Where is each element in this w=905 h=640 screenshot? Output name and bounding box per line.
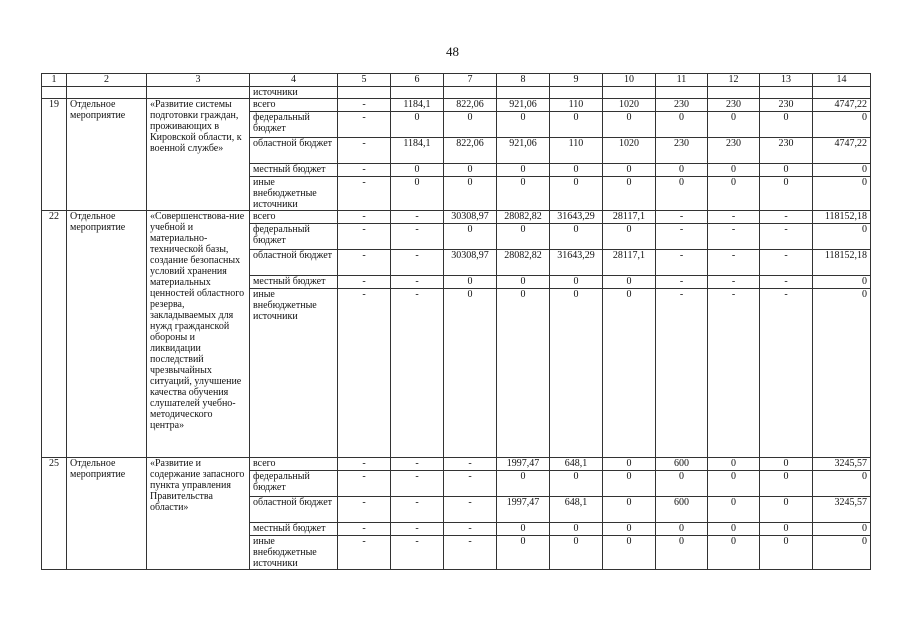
value-cell: 600 <box>656 497 708 523</box>
value-cell: 0 <box>813 471 871 497</box>
value-cell: 0 <box>603 276 656 289</box>
value-cell: 0 <box>444 164 497 177</box>
value-cell: - <box>760 289 813 458</box>
value-cell: 0 <box>813 289 871 458</box>
column-header: 9 <box>550 74 603 87</box>
item-number: 25 <box>42 458 67 570</box>
value-cell: - <box>338 289 391 458</box>
source-cell: всего <box>250 458 338 471</box>
value-cell: 0 <box>497 177 550 211</box>
value-cell: 4747,22 <box>813 99 871 112</box>
value-cell: - <box>656 250 708 276</box>
value-cell: - <box>708 211 760 224</box>
value-cell: 0 <box>813 112 871 138</box>
item-number: 22 <box>42 211 67 458</box>
source-cell: областной бюджет <box>250 497 338 523</box>
column-header: 5 <box>338 74 391 87</box>
value-cell: 921,06 <box>497 99 550 112</box>
value-cell: 0 <box>656 164 708 177</box>
value-cell: 28117,1 <box>603 211 656 224</box>
value-cell: 0 <box>391 164 444 177</box>
empty-cell <box>708 87 760 99</box>
value-cell: 0 <box>444 289 497 458</box>
value-cell: 0 <box>760 471 813 497</box>
value-cell: 0 <box>550 164 603 177</box>
value-cell: 0 <box>813 536 871 570</box>
value-cell: 230 <box>708 138 760 164</box>
value-cell: 0 <box>656 112 708 138</box>
value-cell: 0 <box>708 497 760 523</box>
source-cell: всего <box>250 211 338 224</box>
value-cell: 1184,1 <box>391 138 444 164</box>
value-cell: 822,06 <box>444 99 497 112</box>
empty-cell <box>42 87 67 99</box>
value-cell: 0 <box>708 536 760 570</box>
value-cell: - <box>444 497 497 523</box>
value-cell: 600 <box>656 458 708 471</box>
value-cell: 0 <box>760 177 813 211</box>
value-cell: 0 <box>760 112 813 138</box>
value-cell: 0 <box>760 164 813 177</box>
value-cell: 230 <box>708 99 760 112</box>
value-cell: - <box>391 458 444 471</box>
empty-cell <box>391 87 444 99</box>
value-cell: 0 <box>444 112 497 138</box>
value-cell: - <box>338 112 391 138</box>
column-header: 7 <box>444 74 497 87</box>
value-cell: 0 <box>550 536 603 570</box>
source-cell: местный бюджет <box>250 164 338 177</box>
value-cell: 0 <box>550 224 603 250</box>
value-cell: 0 <box>760 497 813 523</box>
value-cell: 0 <box>603 523 656 536</box>
column-header: 12 <box>708 74 760 87</box>
value-cell: - <box>760 276 813 289</box>
item-type: Отдельное мероприятие <box>67 458 147 570</box>
value-cell: - <box>444 458 497 471</box>
empty-cell <box>67 87 147 99</box>
value-cell: - <box>391 250 444 276</box>
continuation-row <box>42 87 871 99</box>
item-type: Отдельное мероприятие <box>67 99 147 211</box>
value-cell: 822,06 <box>444 138 497 164</box>
value-cell: 230 <box>760 138 813 164</box>
value-cell: 0 <box>708 164 760 177</box>
empty-cell <box>497 87 550 99</box>
value-cell: 28117,1 <box>603 250 656 276</box>
value-cell: 1997,47 <box>497 497 550 523</box>
source-cell: иные внебюджетные источники <box>250 289 338 458</box>
header-row <box>42 74 871 87</box>
value-cell: 0 <box>497 224 550 250</box>
value-cell: - <box>338 177 391 211</box>
value-cell: 28082,82 <box>497 250 550 276</box>
value-cell: 28082,82 <box>497 211 550 224</box>
table-row <box>42 458 871 471</box>
value-cell: - <box>656 276 708 289</box>
value-cell: 0 <box>550 276 603 289</box>
value-cell: 0 <box>497 523 550 536</box>
value-cell: 921,06 <box>497 138 550 164</box>
item-number: 19 <box>42 99 67 211</box>
item-name: «Развитие и содержание запасного пункта управления Правительства области» <box>147 458 250 570</box>
value-cell: 0 <box>813 224 871 250</box>
value-cell: 3245,57 <box>813 497 871 523</box>
source-cell: местный бюджет <box>250 523 338 536</box>
column-header: 6 <box>391 74 444 87</box>
source-cell: федеральный бюджет <box>250 112 338 138</box>
value-cell: 0 <box>603 471 656 497</box>
value-cell: 0 <box>656 177 708 211</box>
value-cell: 0 <box>760 536 813 570</box>
item-name: «Совершенствова-ние учебной и материально-технической базы, создание безопасных условий хранения материальных ценностей областного резерва, закладываемых для нужд гражданской обороны и ликвидации последствий чрезвычайных ситуаций, улучшение качества обучения слушателей учебно-методического центра» <box>147 211 250 458</box>
value-cell: - <box>444 523 497 536</box>
value-cell: - <box>338 471 391 497</box>
value-cell: - <box>338 276 391 289</box>
value-cell: 0 <box>603 497 656 523</box>
value-cell: 0 <box>656 523 708 536</box>
value-cell: - <box>338 224 391 250</box>
value-cell: 0 <box>813 276 871 289</box>
value-cell: 1997,47 <box>497 458 550 471</box>
value-cell: 4747,22 <box>813 138 871 164</box>
value-cell: 1020 <box>603 138 656 164</box>
value-cell: - <box>391 211 444 224</box>
empty-cell <box>338 87 391 99</box>
column-header: 1 <box>42 74 67 87</box>
source-cell: федеральный бюджет <box>250 224 338 250</box>
value-cell: 0 <box>813 523 871 536</box>
value-cell: - <box>391 497 444 523</box>
table-body <box>42 74 871 570</box>
value-cell: - <box>444 471 497 497</box>
value-cell: 0 <box>603 112 656 138</box>
value-cell: 0 <box>656 471 708 497</box>
value-cell: 0 <box>603 458 656 471</box>
empty-cell <box>656 87 708 99</box>
value-cell: - <box>656 211 708 224</box>
value-cell: - <box>338 523 391 536</box>
value-cell: - <box>338 164 391 177</box>
empty-cell <box>760 87 813 99</box>
value-cell: 0 <box>603 536 656 570</box>
value-cell: - <box>338 536 391 570</box>
value-cell: - <box>760 250 813 276</box>
source-cell: источники <box>250 87 338 99</box>
source-cell: всего <box>250 99 338 112</box>
budget-table <box>41 73 871 570</box>
value-cell: 0 <box>497 536 550 570</box>
value-cell: 30308,97 <box>444 250 497 276</box>
value-cell: 0 <box>444 224 497 250</box>
value-cell: 1020 <box>603 99 656 112</box>
value-cell: - <box>338 211 391 224</box>
source-cell: иные внебюджетные источники <box>250 177 338 211</box>
item-type: Отдельное мероприятие <box>67 211 147 458</box>
value-cell: 110 <box>550 138 603 164</box>
value-cell: 0 <box>497 289 550 458</box>
column-header: 3 <box>147 74 250 87</box>
empty-cell <box>603 87 656 99</box>
value-cell: 0 <box>708 471 760 497</box>
value-cell: 30308,97 <box>444 211 497 224</box>
column-header: 14 <box>813 74 871 87</box>
value-cell: - <box>391 536 444 570</box>
empty-cell <box>550 87 603 99</box>
value-cell: - <box>338 138 391 164</box>
value-cell: 0 <box>497 112 550 138</box>
value-cell: - <box>708 250 760 276</box>
value-cell: - <box>391 224 444 250</box>
value-cell: 1184,1 <box>391 99 444 112</box>
value-cell: 31643,29 <box>550 211 603 224</box>
value-cell: 0 <box>708 177 760 211</box>
page-number: 48 <box>446 44 459 59</box>
value-cell: 110 <box>550 99 603 112</box>
value-cell: - <box>391 471 444 497</box>
value-cell: 0 <box>550 177 603 211</box>
empty-cell <box>147 87 250 99</box>
table-row <box>42 99 871 112</box>
value-cell: 0 <box>603 164 656 177</box>
empty-cell <box>813 87 871 99</box>
value-cell: 0 <box>444 276 497 289</box>
value-cell: 0 <box>603 289 656 458</box>
value-cell: 0 <box>603 177 656 211</box>
value-cell: 230 <box>656 99 708 112</box>
value-cell: 0 <box>444 177 497 211</box>
value-cell: 31643,29 <box>550 250 603 276</box>
value-cell: - <box>708 289 760 458</box>
value-cell: 0 <box>708 458 760 471</box>
source-cell: областной бюджет <box>250 250 338 276</box>
value-cell: 0 <box>497 471 550 497</box>
value-cell: 0 <box>813 177 871 211</box>
value-cell: 0 <box>760 523 813 536</box>
value-cell: 0 <box>550 289 603 458</box>
source-cell: областной бюджет <box>250 138 338 164</box>
column-header: 13 <box>760 74 813 87</box>
column-header: 8 <box>497 74 550 87</box>
value-cell: - <box>338 250 391 276</box>
value-cell: - <box>656 289 708 458</box>
value-cell: 3245,57 <box>813 458 871 471</box>
column-header: 10 <box>603 74 656 87</box>
value-cell: - <box>391 523 444 536</box>
value-cell: - <box>708 224 760 250</box>
value-cell: 0 <box>550 523 603 536</box>
column-header: 11 <box>656 74 708 87</box>
item-name: «Развитие системы подготовки граждан, проживающих в Кировской области, к военной службе» <box>147 99 250 211</box>
value-cell: 230 <box>760 99 813 112</box>
source-cell: федеральный бюджет <box>250 471 338 497</box>
source-cell: местный бюджет <box>250 276 338 289</box>
value-cell: - <box>338 99 391 112</box>
value-cell: 0 <box>603 224 656 250</box>
value-cell: 0 <box>391 112 444 138</box>
value-cell: - <box>338 458 391 471</box>
value-cell: 0 <box>550 471 603 497</box>
empty-cell <box>444 87 497 99</box>
value-cell: 0 <box>708 523 760 536</box>
value-cell: 0 <box>708 112 760 138</box>
value-cell: 118152,18 <box>813 250 871 276</box>
table-row <box>42 211 871 224</box>
value-cell: 0 <box>813 164 871 177</box>
value-cell: 0 <box>656 536 708 570</box>
value-cell: 0 <box>760 458 813 471</box>
value-cell: 648,1 <box>550 458 603 471</box>
value-cell: - <box>760 211 813 224</box>
value-cell: - <box>444 536 497 570</box>
value-cell: - <box>656 224 708 250</box>
source-cell: иные внебюджетные источники <box>250 536 338 570</box>
value-cell: - <box>708 276 760 289</box>
value-cell: - <box>391 276 444 289</box>
column-header: 2 <box>67 74 147 87</box>
value-cell: 0 <box>550 112 603 138</box>
column-header: 4 <box>250 74 338 87</box>
value-cell: 0 <box>391 177 444 211</box>
value-cell: 0 <box>497 276 550 289</box>
value-cell: - <box>391 289 444 458</box>
value-cell: 648,1 <box>550 497 603 523</box>
value-cell: - <box>760 224 813 250</box>
value-cell: 0 <box>497 164 550 177</box>
value-cell: 118152,18 <box>813 211 871 224</box>
value-cell: 230 <box>656 138 708 164</box>
value-cell: - <box>338 497 391 523</box>
